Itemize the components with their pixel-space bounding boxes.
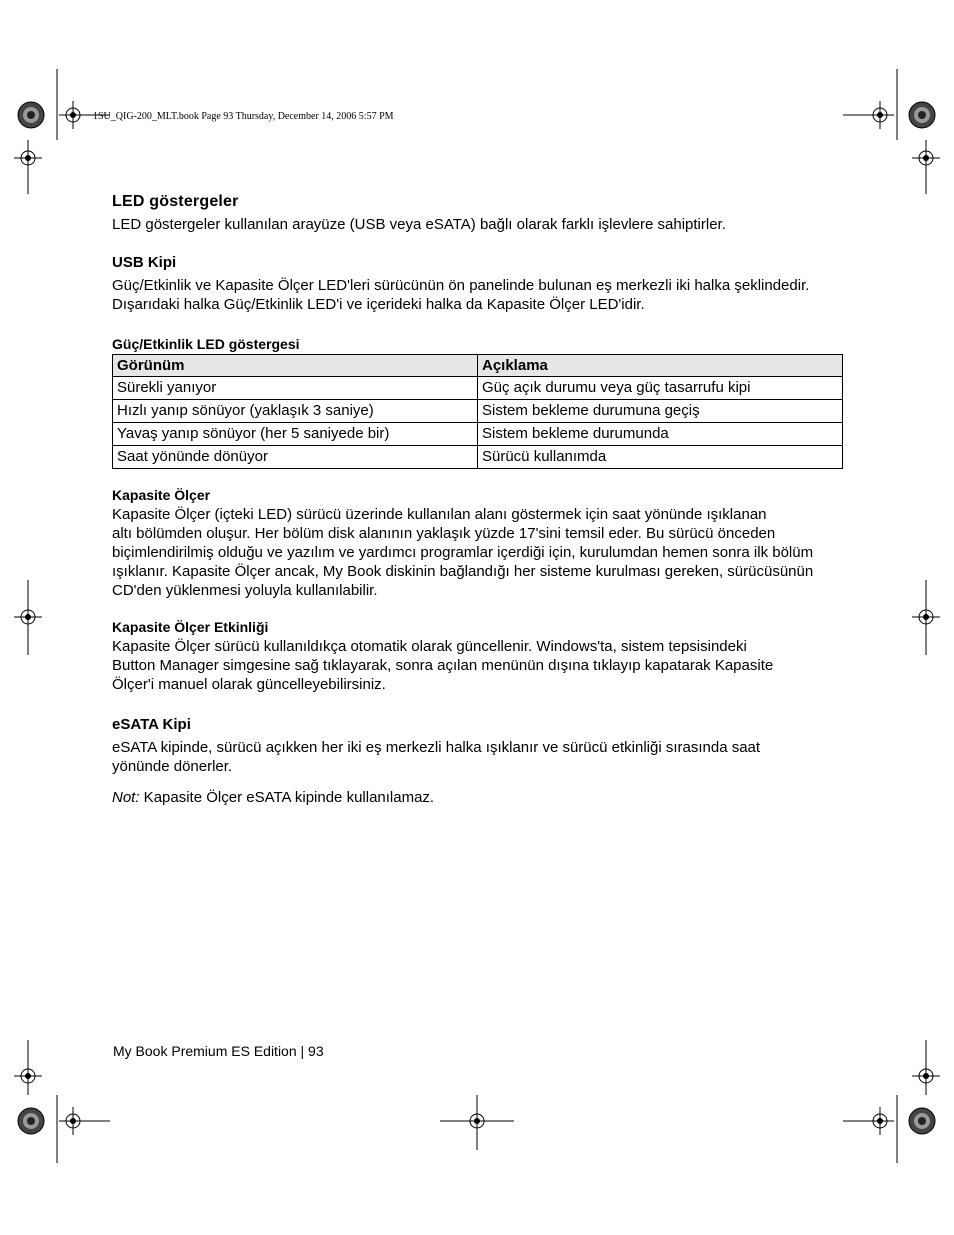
section-title-capacity: Kapasite Ölçer [112, 487, 211, 503]
page-footer: My Book Premium ES Edition | 93 [113, 1043, 324, 1059]
note [112, 788, 843, 807]
table-cell: Sürücü kullanımda [478, 446, 843, 469]
table-row [113, 446, 843, 469]
paragraph-esata: eSATA kipinde, sürücü açıkken her iki eş merkezli halka ışıklanır ve sürücü etkinliği sırasında saat yönünde dönerler. [112, 739, 761, 775]
led-table [112, 354, 843, 469]
section-title-usb: USB Kipi [112, 254, 177, 271]
table-row [113, 423, 843, 446]
table-cell: Güç açık durumu veya güç tasarrufu kipi [478, 377, 843, 400]
table-cell: Sürekli yanıyor [113, 377, 478, 400]
note-text: Kapasite Ölçer eSATA kipinde kullanılamaz. [139, 789, 435, 806]
table-header-appearance: Görünüm [113, 355, 478, 377]
note-label: Not: [112, 789, 140, 806]
table-cell: Sistem bekleme durumuna geçiş [478, 400, 843, 423]
table-cell: Sistem bekleme durumunda [478, 423, 843, 446]
paragraph-capacity-activity: Kapasite Ölçer sürücü kullanıldıkça otomatik olarak güncellenir. Windows'ta, sistem tepsisindeki Button Manager simgesine sağ tıklayarak, sonra açılan menünün dışına tıklayıp kapatarak Kapasite Ölçer'i manuel olarak güncelleyebilirsiniz. [112, 638, 774, 693]
table-cell: Saat yönünde dönüyor [113, 446, 478, 469]
table-header-description: Açıklama [478, 355, 843, 377]
section-title-esata: eSATA Kipi [112, 716, 191, 733]
paragraph-led: LED göstergeler kullanılan arayüze (USB veya eSATA) bağlı olarak farklı işlevlere sahiptirler. [112, 216, 726, 233]
table-row [113, 377, 843, 400]
table-caption: Güç/Etkinlik LED göstergesi [112, 336, 300, 352]
page-content [112, 192, 843, 807]
table-cell: Yavaş yanıp sönüyor (her 5 saniyede bir) [113, 423, 478, 446]
table-header-row [113, 355, 843, 377]
paragraph-usb: Güç/Etkinlik ve Kapasite Ölçer LED'leri sürücünün ön panelinde bulunan eş merkezli iki halka şeklindedir. Dışarıdaki halka Güç/Etkinlik LED'i ve içerideki halka da Kapasite Ölçer LED'idir. [112, 277, 810, 313]
section-title-led: LED göstergeler [112, 193, 239, 210]
paragraph-capacity: Kapasite Ölçer (içteki LED) sürücü üzerinde kullanılan alanı göstermek için saat yönünde ışıklanan altı bölümden oluşur. Her bölüm disk alanının yaklaşık yüzde 17'sini temsil eder. Bu sürücü önceden biçimlendirilmiş olduğu ve yazılım ve yardımcı programlar içerdiği için, kurulumdan hemen sonra ilk bölüm ışıklanır. Kapasite Ölçer ancak, My Book diskinin bağlandığı her sisteme kurulması gereken, sürücüsünün CD'den yüklenmesi yoluyla kullanılabilir. [112, 506, 814, 599]
table-cell: Hızlı yanıp sönüyor (yaklaşık 3 saniye) [113, 400, 478, 423]
section-title-capacity-activity: Kapasite Ölçer Etkinliği [112, 619, 269, 635]
table-row [113, 400, 843, 423]
print-slug: 1SU_QIG-200_MLT.book Page 93 Thursday, December 14, 2006 5:57 PM [93, 111, 394, 122]
